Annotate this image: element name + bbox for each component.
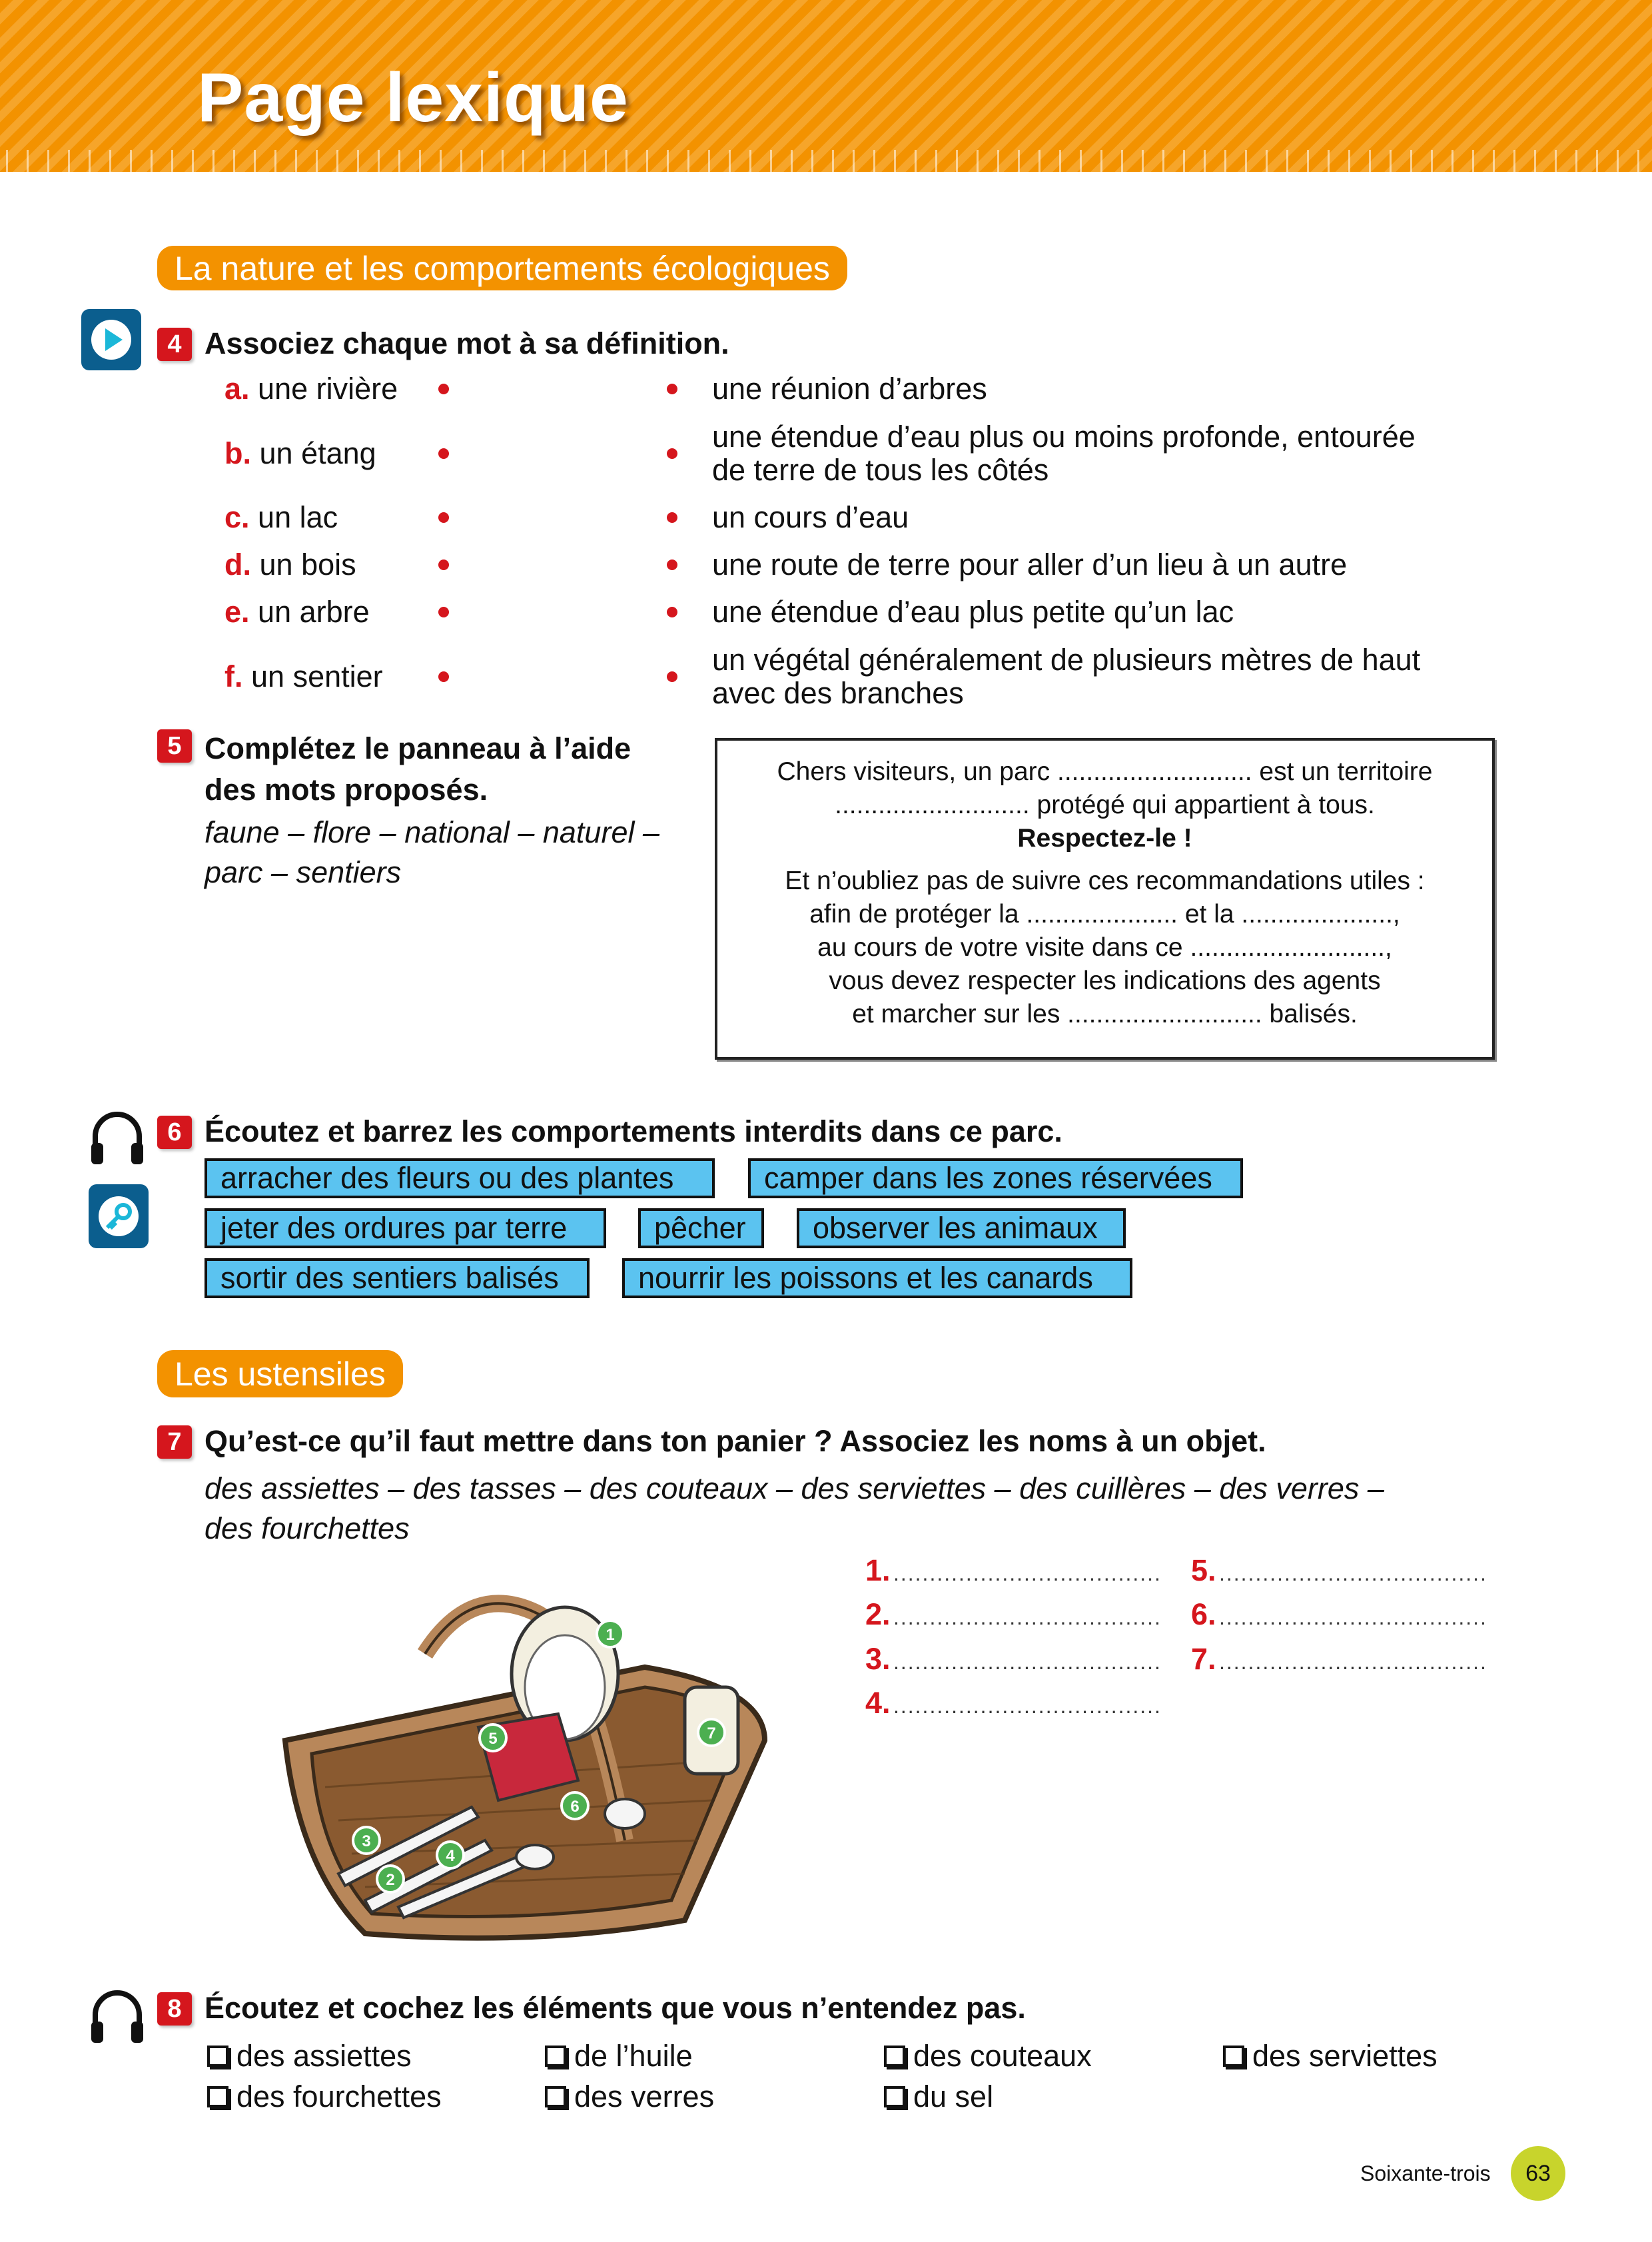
item-letter: f. bbox=[224, 659, 243, 693]
word-bank-line: des fourchettes bbox=[205, 1511, 410, 1545]
item-word: un lac bbox=[258, 500, 338, 534]
word-bank-line: des assiettes – des tasses – des couteaux – des serviettes – des cuillères – des verres – bbox=[205, 1471, 1384, 1505]
blank-number: 3. bbox=[865, 1642, 891, 1676]
checkbox-label: des fourchettes bbox=[236, 2079, 442, 2113]
item-letter: c. bbox=[224, 500, 250, 534]
headphones-icon[interactable] bbox=[89, 1988, 146, 2046]
checkbox[interactable] bbox=[1223, 2046, 1244, 2067]
checkbox[interactable] bbox=[545, 2046, 566, 2067]
blank-number: 7. bbox=[1191, 1642, 1216, 1676]
picnic-basket-illustration bbox=[272, 1587, 772, 1945]
item-word: un sentier bbox=[251, 659, 383, 693]
match-dot-left[interactable] bbox=[438, 560, 449, 570]
exercise-7-title: Qu’est-ce qu’il faut mettre dans ton panier ? Associez les noms à un objet. bbox=[205, 1424, 1266, 1458]
answer-blank[interactable] bbox=[1191, 1642, 1487, 1677]
checkbox-label: des couteaux bbox=[913, 2039, 1092, 2073]
page-number-word: Soixante-trois bbox=[1360, 2161, 1491, 2185]
checkbox-label: des assiettes bbox=[236, 2039, 412, 2073]
match-dot-left[interactable] bbox=[438, 448, 449, 459]
checkbox-item[interactable] bbox=[884, 2079, 993, 2114]
match-dot-right[interactable] bbox=[667, 671, 677, 682]
definition-line: un cours d’eau bbox=[712, 500, 909, 534]
exercise-4-title: Associez chaque mot à sa définition. bbox=[205, 326, 729, 360]
item-letter: a. bbox=[224, 372, 250, 406]
checkbox-item[interactable] bbox=[207, 2079, 442, 2114]
definition-line: avec des branches bbox=[712, 676, 964, 710]
blank-number: 2. bbox=[865, 1597, 891, 1631]
checkbox-item[interactable] bbox=[545, 2079, 714, 2114]
exercise-number-badge: 5 bbox=[157, 729, 192, 763]
definition-line: un végétal généralement de plusieurs mètres de haut bbox=[712, 643, 1421, 677]
basket-label-6: 6 bbox=[570, 1798, 580, 1816]
basket-label-3: 3 bbox=[362, 1832, 371, 1850]
definition-line: une route de terre pour aller d’un lieu à un autre bbox=[712, 548, 1348, 581]
exercise-number-badge: 4 bbox=[157, 328, 192, 361]
page-number-badge: 63 bbox=[1511, 2146, 1565, 2201]
basket-label-5: 5 bbox=[488, 1730, 498, 1748]
blank-number: 1. bbox=[865, 1553, 891, 1587]
match-dot-left[interactable] bbox=[438, 512, 449, 523]
item-word: un arbre bbox=[258, 595, 370, 629]
blank-dots: ..................................... bbox=[893, 1605, 1162, 1629]
item-word: une rivière bbox=[258, 372, 398, 406]
word-item bbox=[224, 548, 356, 581]
definition-item bbox=[712, 501, 909, 534]
word-item bbox=[224, 501, 338, 534]
sign-line: vous devez respecter les indications des agents bbox=[829, 966, 1381, 995]
definition-item bbox=[712, 420, 1416, 487]
definition-item bbox=[712, 643, 1420, 710]
word-item bbox=[224, 372, 398, 406]
headphones-icon[interactable] bbox=[89, 1110, 146, 1167]
basket-label-2: 2 bbox=[386, 1871, 395, 1889]
item-word: un étang bbox=[259, 436, 376, 470]
page-title: Page lexique bbox=[197, 59, 629, 137]
definition-item bbox=[712, 548, 1347, 581]
checkbox[interactable] bbox=[207, 2086, 228, 2107]
exercise-6-title: Écoutez et barrez les comportements interdits dans ce parc. bbox=[205, 1114, 1062, 1148]
blank-dots: ..................................... bbox=[1218, 1650, 1487, 1674]
behavior-chip[interactable]: jeter des ordures par terre bbox=[205, 1208, 606, 1248]
match-dot-left[interactable] bbox=[438, 607, 449, 617]
behavior-chip[interactable]: pêcher bbox=[638, 1208, 764, 1248]
definition-item bbox=[712, 595, 1234, 629]
word-item bbox=[224, 595, 370, 629]
basket-label-4: 4 bbox=[446, 1847, 455, 1865]
blank-dots: ..................................... bbox=[893, 1561, 1162, 1585]
title-line: des mots proposés. bbox=[205, 773, 488, 807]
blank-dots: ..................................... bbox=[1218, 1605, 1487, 1629]
checkbox-item[interactable] bbox=[545, 2039, 693, 2073]
behavior-chip[interactable]: camper dans les zones réservées bbox=[748, 1158, 1243, 1198]
sign-line: ........................... protégé qui appartient à tous. bbox=[835, 791, 1375, 819]
match-dot-left[interactable] bbox=[438, 671, 449, 682]
park-sign-panel bbox=[715, 738, 1495, 1060]
checkbox-item[interactable] bbox=[207, 2039, 412, 2073]
exercise-8-title: Écoutez et cochez les éléments que vous n’entendez pas. bbox=[205, 1991, 1026, 2025]
word-item bbox=[224, 437, 376, 470]
checkbox[interactable] bbox=[207, 2046, 228, 2067]
blank-dots: ..................................... bbox=[1218, 1561, 1487, 1585]
match-dot-right[interactable] bbox=[667, 512, 677, 523]
checkbox-label: de l’huile bbox=[574, 2039, 693, 2073]
checkbox[interactable] bbox=[884, 2046, 905, 2067]
checkbox[interactable] bbox=[545, 2086, 566, 2107]
match-dot-right[interactable] bbox=[667, 448, 677, 459]
checkbox-label: des verres bbox=[574, 2079, 715, 2113]
header-texture bbox=[0, 150, 1652, 172]
definition-line: une étendue d’eau plus ou moins profonde, entourée bbox=[712, 420, 1416, 454]
section-title-ustensiles: Les ustensiles bbox=[157, 1350, 403, 1397]
answer-blank[interactable] bbox=[865, 1553, 1162, 1588]
answer-blank[interactable] bbox=[1191, 1553, 1487, 1588]
exercise-number-badge: 8 bbox=[157, 1992, 192, 2026]
checkbox-label: des serviettes bbox=[1252, 2039, 1438, 2073]
answer-key-icon[interactable] bbox=[89, 1184, 149, 1248]
blank-number: 5. bbox=[1191, 1553, 1216, 1587]
behavior-chip[interactable]: arracher des fleurs ou des plantes bbox=[205, 1158, 715, 1198]
blank-number: 4. bbox=[865, 1686, 891, 1720]
exercise-5-title bbox=[205, 728, 631, 811]
blank-number: 6. bbox=[1191, 1597, 1216, 1631]
checkbox[interactable] bbox=[884, 2086, 905, 2107]
checkbox-label: du sel bbox=[913, 2079, 994, 2113]
definition-item bbox=[712, 372, 987, 406]
answer-blank[interactable] bbox=[865, 1597, 1162, 1632]
match-dot-left[interactable] bbox=[438, 384, 449, 394]
sign-line: afin de protéger la ..................... et la ....................., bbox=[809, 900, 1400, 929]
checkbox-item[interactable] bbox=[1223, 2039, 1438, 2073]
sign-line: au cours de votre visite dans ce ..........................., bbox=[817, 933, 1392, 962]
answer-blank[interactable] bbox=[1191, 1597, 1487, 1632]
video-play-icon[interactable] bbox=[81, 309, 141, 370]
word-item bbox=[224, 660, 383, 693]
checkbox-item[interactable] bbox=[884, 2039, 1092, 2073]
match-dot-right[interactable] bbox=[667, 560, 677, 570]
answer-blank[interactable] bbox=[865, 1642, 1162, 1677]
sign-line: et marcher sur les ........................... balisés. bbox=[852, 1000, 1358, 1028]
title-line: Complétez le panneau à l’aide bbox=[205, 731, 631, 765]
item-word: un bois bbox=[259, 548, 356, 581]
exercise-number-badge: 7 bbox=[157, 1425, 192, 1459]
section-title-nature: La nature et les comportements écologiques bbox=[157, 246, 847, 290]
word-bank-line: parc – sentiers bbox=[205, 855, 402, 889]
blank-dots: ..................................... bbox=[893, 1694, 1162, 1718]
definition-line: une étendue d’eau plus petite qu’un lac bbox=[712, 595, 1234, 629]
basket-label-1: 1 bbox=[606, 1626, 615, 1644]
definition-line: une réunion d’arbres bbox=[712, 372, 987, 406]
sign-line: Et n’oubliez pas de suivre ces recommandations utiles : bbox=[785, 867, 1425, 895]
item-letter: e. bbox=[224, 595, 250, 629]
blank-dots: ..................................... bbox=[893, 1650, 1162, 1674]
answer-blank[interactable] bbox=[865, 1686, 1162, 1720]
sign-line: Chers visiteurs, un parc ........................... est un territoire bbox=[777, 757, 1433, 786]
behavior-chip[interactable]: sortir des sentiers balisés bbox=[205, 1258, 590, 1298]
sign-emphasis: Respectez-le ! bbox=[1017, 824, 1192, 853]
behavior-chip[interactable]: nourrir les poissons et les canards bbox=[622, 1258, 1132, 1298]
word-bank bbox=[205, 813, 659, 893]
basket-label-7: 7 bbox=[707, 1724, 716, 1742]
behavior-chip[interactable]: observer les animaux bbox=[797, 1208, 1126, 1248]
match-dot-right[interactable] bbox=[667, 607, 677, 617]
item-letter: b. bbox=[224, 436, 251, 470]
definition-line: de terre de tous les côtés bbox=[712, 453, 1049, 487]
word-bank-line: faune – flore – national – naturel – bbox=[205, 815, 659, 849]
word-bank bbox=[205, 1469, 1384, 1549]
item-letter: d. bbox=[224, 548, 251, 581]
exercise-number-badge: 6 bbox=[157, 1116, 192, 1149]
match-dot-right[interactable] bbox=[667, 384, 677, 394]
